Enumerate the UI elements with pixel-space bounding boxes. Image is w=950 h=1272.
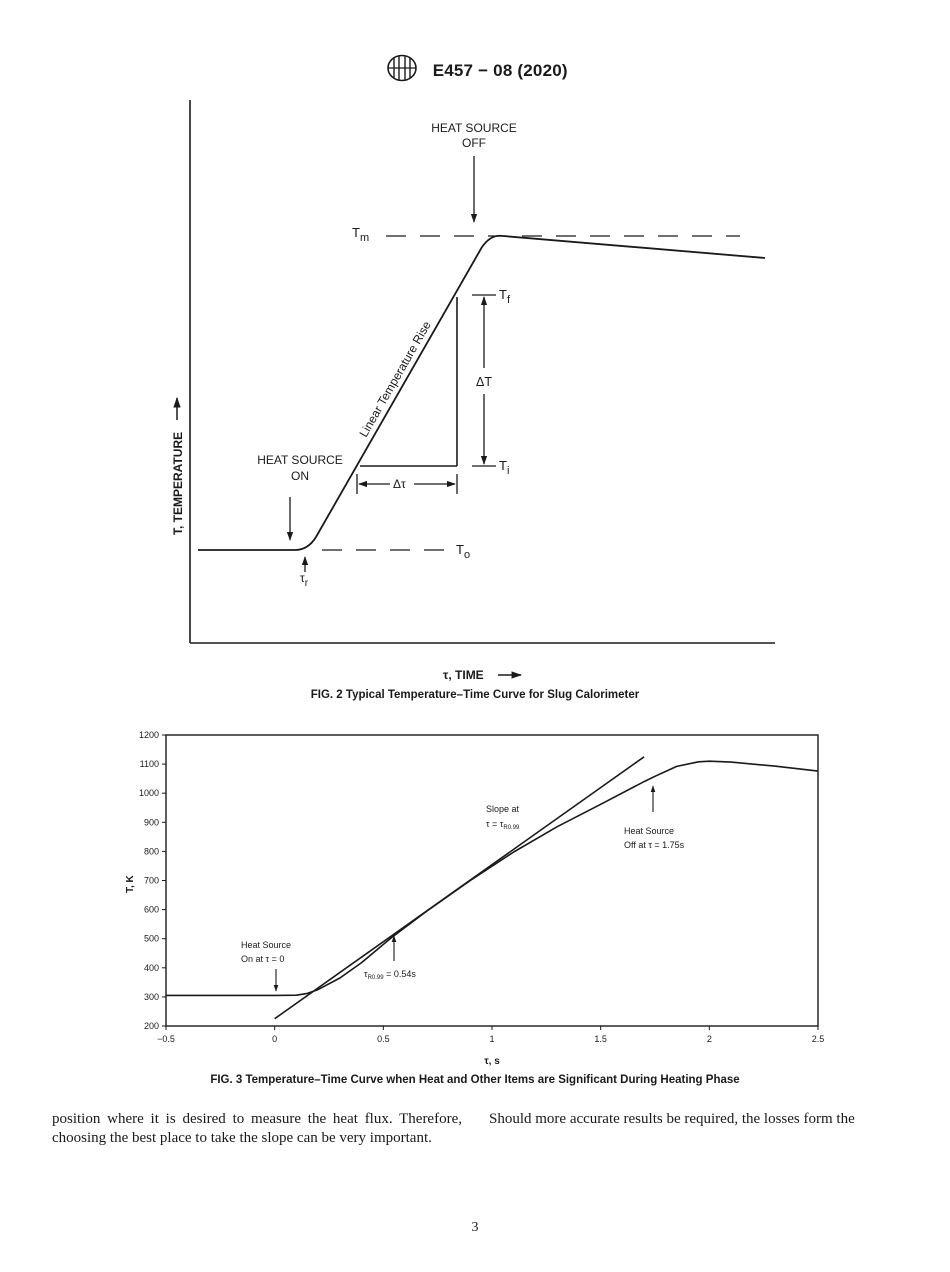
- fig2-y-axis-label: T, TEMPERATURE: [171, 431, 185, 535]
- body-text-right: Should more accurate results be required, the losses form the: [489, 1111, 855, 1127]
- fig2-caption: FIG. 2 Typical Temperature–Time Curve for Slug Calorimeter: [310, 689, 640, 701]
- fig2-ti-label: $T_i$: [499, 458, 510, 477]
- fig3-y-tick-label: 600: [143, 904, 159, 915]
- fig3-y-tick-label: 1100: [139, 759, 159, 770]
- fig3-x-tick-label: 0: [272, 1034, 278, 1044]
- page-number: 3: [471, 1220, 479, 1235]
- fig3-y-tick-label: 700: [143, 875, 159, 886]
- fig3-x-tick-label: 2.5: [811, 1034, 825, 1044]
- fig3-x-tick-label: 1.5: [594, 1034, 607, 1044]
- fig2-slope-label: Linear Temperature Rise: [356, 318, 434, 440]
- fig3-tau-r-label: $\tau_{R0.99} = 0.54s$: [364, 969, 416, 981]
- fig3-caption: FIG. 3 Temperature–Time Curve when Heat and Other Items are Significant During Heating Phase: [210, 1074, 740, 1086]
- fig3-y-tick-label: 900: [143, 817, 159, 828]
- fig3-x-tick-label: 0.5: [377, 1034, 390, 1044]
- standard-designation: E457 − 08 (2020): [432, 60, 568, 80]
- fig3-x-tick-label: 2: [706, 1034, 712, 1044]
- fig3-y-tick-label: 500: [143, 933, 159, 944]
- fig3-y-tick-label: 400: [143, 962, 159, 973]
- fig2-heat-source-off-line2: OFF: [462, 136, 486, 150]
- fig3-heat-on-line2: On at τ = 0: [241, 954, 285, 964]
- fig2-delta-tau-label: Δτ: [393, 477, 406, 491]
- fig3-heat-off-line2: Off at τ = 1.75s: [624, 840, 685, 850]
- fig3-heat-on-line1: Heat Source: [241, 940, 292, 950]
- fig2-tf-label: $T_f$: [499, 287, 511, 306]
- fig3-y-tick-label: 800: [143, 846, 159, 857]
- fig3-slope-series: [275, 757, 644, 1019]
- fig3-heat-off-line1: Heat Source: [624, 826, 675, 836]
- fig3-y-tick-label: 1000: [138, 788, 159, 799]
- body-text-left: position where it is desired to measure the heat flux. Therefore, choosing the best place to take the slope can be very important.: [52, 1111, 462, 1146]
- fig2-x-axis-label: τ, TIME: [443, 668, 484, 682]
- fig3-plot-frame: [166, 735, 818, 1026]
- fig2-to-label: $T_o$: [456, 542, 471, 561]
- fig3-y-axis-label: T, K: [125, 875, 136, 893]
- fig2-tau-r-label: $\tau_r$: [300, 571, 309, 589]
- fig2-tm-label: $T_m$: [352, 225, 370, 244]
- fig2-delta-t-label: ΔT: [476, 375, 492, 389]
- fig3-x-tick-label: −0.5: [157, 1034, 175, 1044]
- fig3-y-tick-label: 200: [143, 1021, 159, 1031]
- fig2-heat-source-on-line2: ON: [291, 469, 309, 483]
- fig3-x-tick-label: 1: [489, 1034, 495, 1044]
- fig2-heat-source-on-line1: HEAT SOURCE: [257, 453, 343, 467]
- fig3-y-tick-label: 1200: [138, 730, 159, 740]
- fig3-slope-at-label: Slope at: [486, 804, 520, 814]
- fig3-y-tick-label: 300: [143, 991, 159, 1002]
- fig3-x-axis-label: τ, s: [484, 1056, 500, 1067]
- fig3-slope-eq-label: $\tau = \tau_{R0.99}$: [486, 819, 520, 831]
- fig2-heat-source-off-line1: HEAT SOURCE: [431, 121, 517, 135]
